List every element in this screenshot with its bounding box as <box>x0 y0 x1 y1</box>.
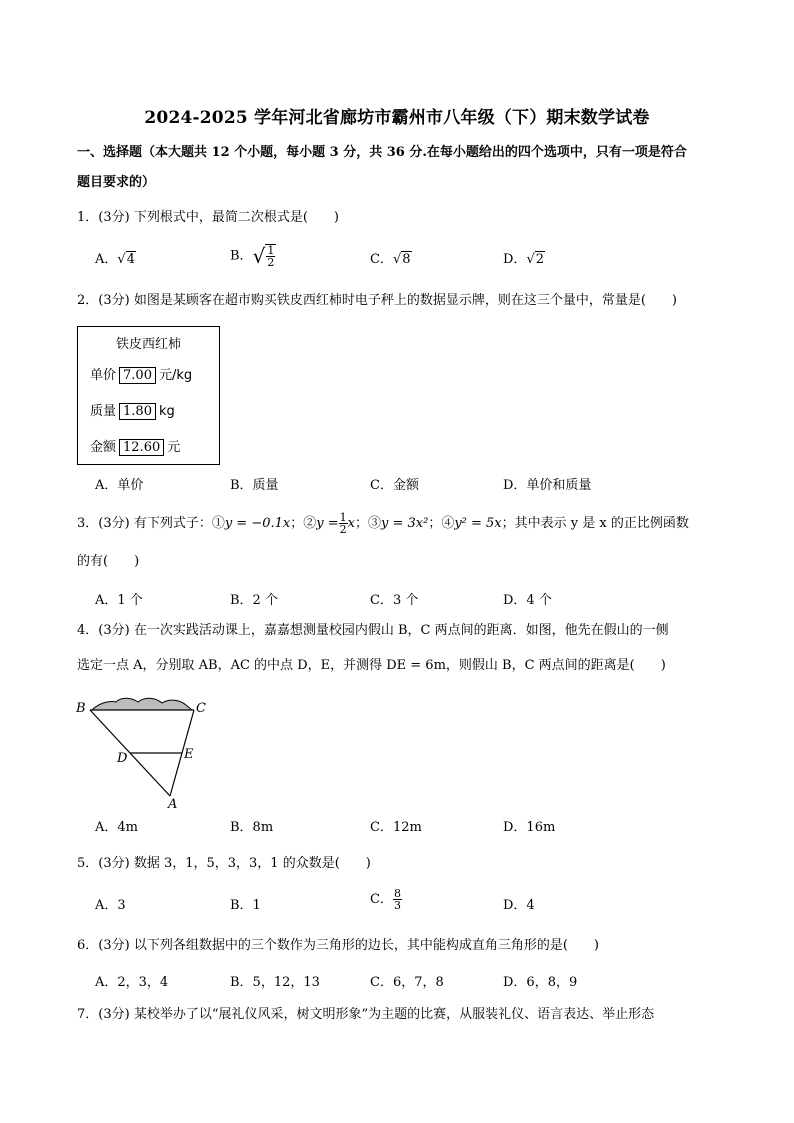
q3-expr-1: y = −0.1x <box>224 516 291 531</box>
q1-option-b-sqrt: √ $\frac{1}{2}$ <box>252 244 275 269</box>
q1-option-a-radicand: 4 <box>126 252 135 267</box>
question-4-line2: 选定一点 A，分别取 AB，AC 的中点 D，E，并测得 DE = 6m，则假山 B，C 两点间的距离是( ) <box>77 658 666 673</box>
scale-row-amount-label: 金额 <box>90 440 117 455</box>
q1-option-b-prefix: B． <box>230 248 253 264</box>
q2-option-a: A．单价 <box>95 478 144 493</box>
q3-option-c: C．3 个 <box>370 593 419 608</box>
scale-row-price <box>90 364 192 384</box>
scale-row-mass <box>90 400 175 420</box>
q1-option-c <box>370 251 412 269</box>
scale-row-amount <box>90 436 180 456</box>
q1-option-b-den: 2 <box>267 256 275 269</box>
scale-row-price-label: 单价 <box>90 368 117 383</box>
section-heading-line1: 一、选择题（本大题共 12 个小题，每小题 3 分，共 36 分.在每小题给出的四个选项中，只有一项是符合 <box>77 145 687 160</box>
q6-option-b: B．5，12，13 <box>230 975 320 990</box>
question-3-line2: 的有( ) <box>77 554 140 569</box>
q6-option-d: D．6，8，9 <box>503 975 578 990</box>
q3-sep-3: ；④ <box>428 516 455 531</box>
q3-option-d: D．4 个 <box>503 593 552 608</box>
q1-option-c-sqrt: √8 <box>392 252 411 267</box>
rockery-shape <box>92 698 192 710</box>
q3-expr-2-fraction <box>339 512 348 535</box>
q3-expr-3: y = 3x² <box>380 516 429 531</box>
label-b: B <box>76 701 86 716</box>
q3-stem-post: ；其中表示 y 是 x 的正比例函数 <box>501 516 689 531</box>
question-5-stem: 5．(3分) 数据 3，1，5，3，3，1 的众数是( ) <box>77 856 371 871</box>
q2-option-c: C．金额 <box>370 478 419 493</box>
q3-sep-1: ；② <box>290 516 317 531</box>
q5-option-d: D．4 <box>503 898 535 913</box>
q5-option-c <box>370 888 402 911</box>
q1-option-a-sqrt: √4 <box>117 252 135 267</box>
question-6-stem: 6．(3分) 以下列各组数据中的三个数作为三角形的边长，其中能构成直角三角形的是( ) <box>77 938 599 953</box>
scale-row-mass-value: 1.80 <box>119 403 156 420</box>
q3-expr-2-post: x <box>347 516 355 531</box>
q3-option-b: B．2 个 <box>230 593 278 608</box>
q1-option-d-prefix: D． <box>503 252 527 267</box>
q3-expr-2-pre: y = <box>316 516 339 531</box>
question-7-stem: 7．(3分) 某校举办了以“展礼仪风采，树文明形象”为主题的比赛，从服装礼仪、语言表达、举止形态 <box>77 1007 655 1022</box>
scale-row-amount-value: 12.60 <box>119 439 164 456</box>
q5-option-c-prefix: C． <box>370 892 393 907</box>
rockery-triangle-figure <box>76 692 216 814</box>
q2-option-b: B．质量 <box>230 478 279 493</box>
q1-option-d-radicand: 2 <box>535 252 545 267</box>
q2-option-d: D．单价和质量 <box>503 478 592 493</box>
q5-option-c-num: 8 <box>393 887 401 900</box>
q4-option-d: D．16m <box>503 820 556 835</box>
q1-option-c-radicand: 8 <box>402 252 411 267</box>
label-d: D <box>117 751 128 766</box>
q1-option-b-num: 1 <box>267 244 275 257</box>
triangle-diagram <box>76 692 216 810</box>
q4-option-b: B．8m <box>230 820 274 835</box>
scale-row-mass-label: 质量 <box>90 404 117 419</box>
question-3-stem <box>77 512 689 535</box>
question-2-stem: 2．(3分) 如图是某顾客在超市购买铁皮西红柿时电子秤上的数据显示牌，则在这三个量中，常量是( ) <box>77 293 677 308</box>
q5-option-a: A．3 <box>95 898 126 913</box>
q5-option-c-fraction <box>393 888 402 911</box>
q4-option-a: A．4m <box>95 820 138 835</box>
scale-row-mass-unit: kg <box>158 404 175 419</box>
scale-header: 铁皮西红柿 <box>115 337 181 352</box>
q6-option-a: A．2，3，4 <box>95 975 169 990</box>
q1-option-a <box>95 251 136 269</box>
q3-stem-pre: 3．(3分) 有下列式子：① <box>77 516 225 531</box>
section-heading-line2: 题目要求的） <box>77 175 156 190</box>
label-c: C <box>196 701 206 716</box>
q1-option-b <box>230 244 276 268</box>
page-title: 2024-2025 学年河北省廊坊市霸州市八年级（下）期末数学试卷 <box>144 108 650 128</box>
q1-option-c-prefix: C． <box>370 252 393 267</box>
scale-row-price-value: 7.00 <box>119 367 156 384</box>
scale-row-price-unit: 元/kg <box>158 368 193 383</box>
question-4-line1: 4．(3分) 在一次实践活动课上，嘉嘉想测量校园内假山 B，C 两点间的距离．如图，他先在假山的一侧 <box>77 623 669 638</box>
q3-expr-4: y² = 5x <box>454 516 502 531</box>
q1-option-d-sqrt: √2 <box>526 252 545 267</box>
q1-option-a-prefix: A． <box>95 252 118 267</box>
label-a: A <box>168 797 178 810</box>
q1-option-b-fraction <box>265 244 276 268</box>
q3-expr-2-den: 2 <box>339 523 347 536</box>
q1-option-d <box>503 251 545 269</box>
question-1-stem: 1．(3分) 下列根式中，最简二次根式是( ) <box>77 210 339 225</box>
q5-option-b: B．1 <box>230 898 261 913</box>
scale-display-figure <box>77 326 220 465</box>
q3-option-a: A．1 个 <box>95 593 143 608</box>
q3-expr-2-num: 1 <box>339 511 347 524</box>
q5-option-c-den: 3 <box>393 899 401 912</box>
q6-option-c: C．6，7，8 <box>370 975 444 990</box>
label-e: E <box>184 747 194 762</box>
q4-option-c: C．12m <box>370 820 422 835</box>
q3-sep-2: ；③ <box>354 516 381 531</box>
scale-row-amount-unit: 元 <box>167 440 181 455</box>
